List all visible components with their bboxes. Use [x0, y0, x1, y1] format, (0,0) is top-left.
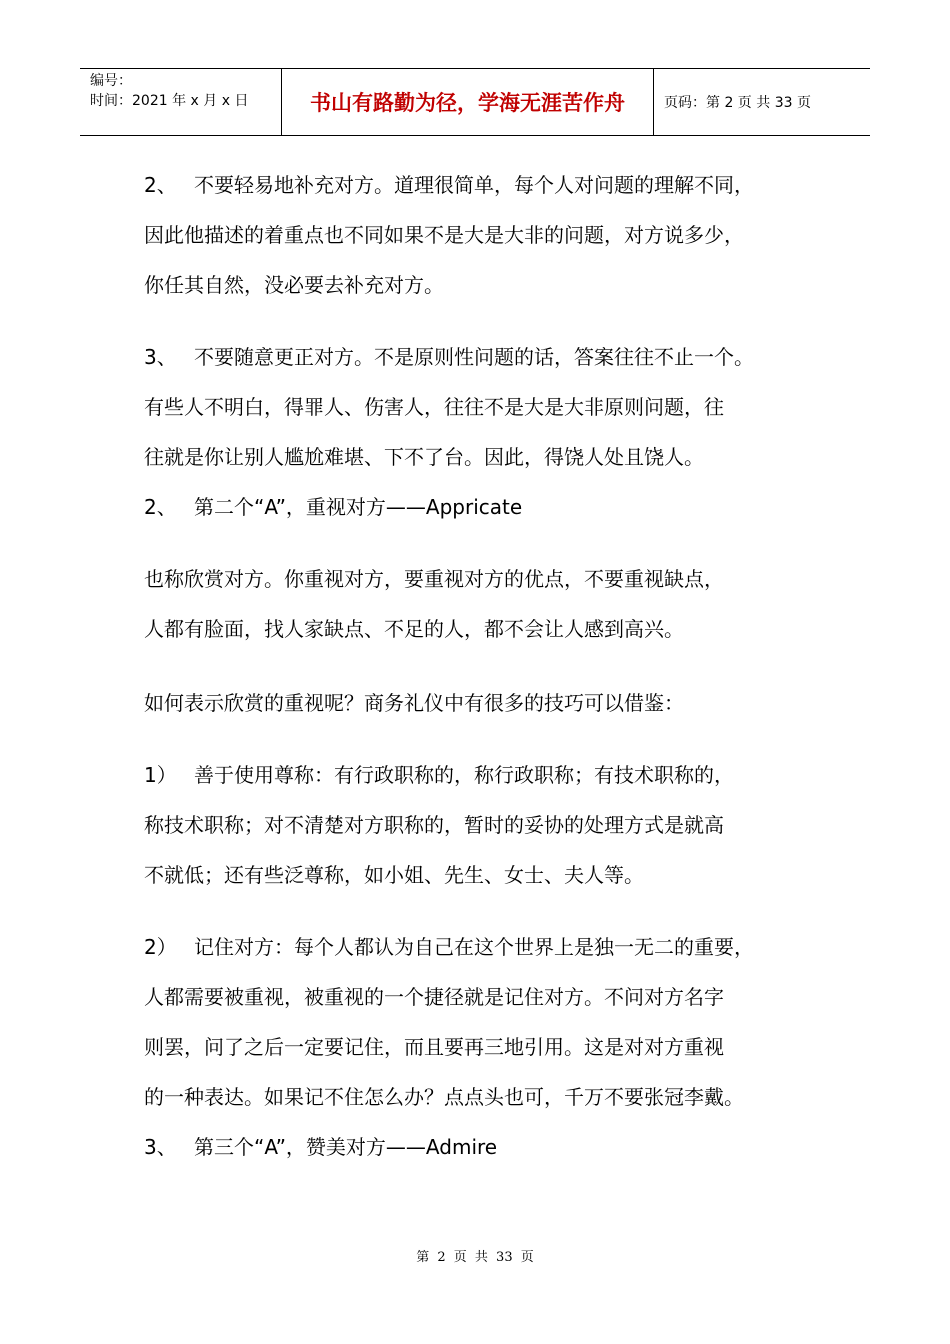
heading-text: 第二个“A”，重视对方——Appricate: [194, 495, 523, 519]
text-line: 不就低；还有些泛尊称，如小姐、先生、女士、夫人等。: [144, 863, 644, 887]
text-line: 你任其自然，没必要去补充对方。: [144, 273, 444, 297]
text-line: 善于使用尊称：有行政职称的，称行政职称；有技术职称的，: [194, 763, 734, 787]
text-line: 有些人不明白，得罪人、伤害人，往往不是大是大非原则问题，往: [144, 395, 724, 419]
page-header: [80, 68, 870, 136]
item-number: 3、: [144, 1135, 177, 1159]
text-line: 因此他描述的着重点也不同如果不是大是大非的问题，对方说多少，: [144, 223, 744, 247]
header-meta: [80, 69, 282, 135]
paragraph: [144, 750, 824, 800]
item-number: 2、: [144, 495, 177, 519]
document-number-label: 编号：: [90, 73, 132, 89]
document-body: [144, 160, 824, 1172]
text-line: 如何表示欣赏的重视呢？商务礼仪中有很多的技巧可以借鉴：: [144, 691, 684, 715]
section-heading: [144, 1122, 824, 1172]
text-line: 不要随意更正对方。不是原则性问题的话，答案往往不止一个。: [194, 345, 754, 369]
item-number: 3、: [144, 345, 177, 369]
text-line: 人都需要被重视，被重视的一个捷径就是记住对方。不问对方名字: [144, 985, 724, 1009]
item-number: 2）: [144, 935, 177, 959]
paragraph: [144, 922, 824, 972]
text-line: 则罢，问了之后一定要记住，而且要再三地引用。这是对对方重视: [144, 1035, 724, 1059]
heading-text: 第三个“A”，赞美对方——Admire: [194, 1135, 498, 1159]
text-line: 不要轻易地补充对方。道理很简单，每个人对问题的理解不同，: [194, 173, 754, 197]
item-number: 1）: [144, 763, 177, 787]
text-line: 记住对方：每个人都认为自己在这个世界上是独一无二的重要，: [194, 935, 754, 959]
text-line: 往就是你让别人尴尬难堪、下不了台。因此，得饶人处且饶人。: [144, 445, 704, 469]
page-footer: 第 2 页 共 33 页: [416, 1250, 534, 1265]
text-line: 的一种表达。如果记不住怎么办？点点头也可，千万不要张冠李戴。: [144, 1085, 744, 1109]
text-line: 称技术职称；对不清楚对方职称的，暂时的妥协的处理方式是就高: [144, 813, 724, 837]
header-motto: 书山有路勤为径，学海无涯苦作舟: [282, 69, 654, 135]
paragraph: [144, 332, 824, 382]
section-heading: [144, 482, 824, 532]
header-page-info: 页码：第 2 页 共 33 页: [664, 95, 811, 111]
text-line: 也称欣赏对方。你重视对方，要重视对方的优点，不要重视缺点，: [144, 567, 724, 591]
item-number: 2、: [144, 173, 177, 197]
paragraph: [144, 160, 824, 210]
text-line: 人都有脸面，找人家缺点、不足的人，都不会让人感到高兴。: [144, 617, 684, 641]
document-date-label: 时间：2021 年 x 月 x 日: [90, 93, 249, 109]
